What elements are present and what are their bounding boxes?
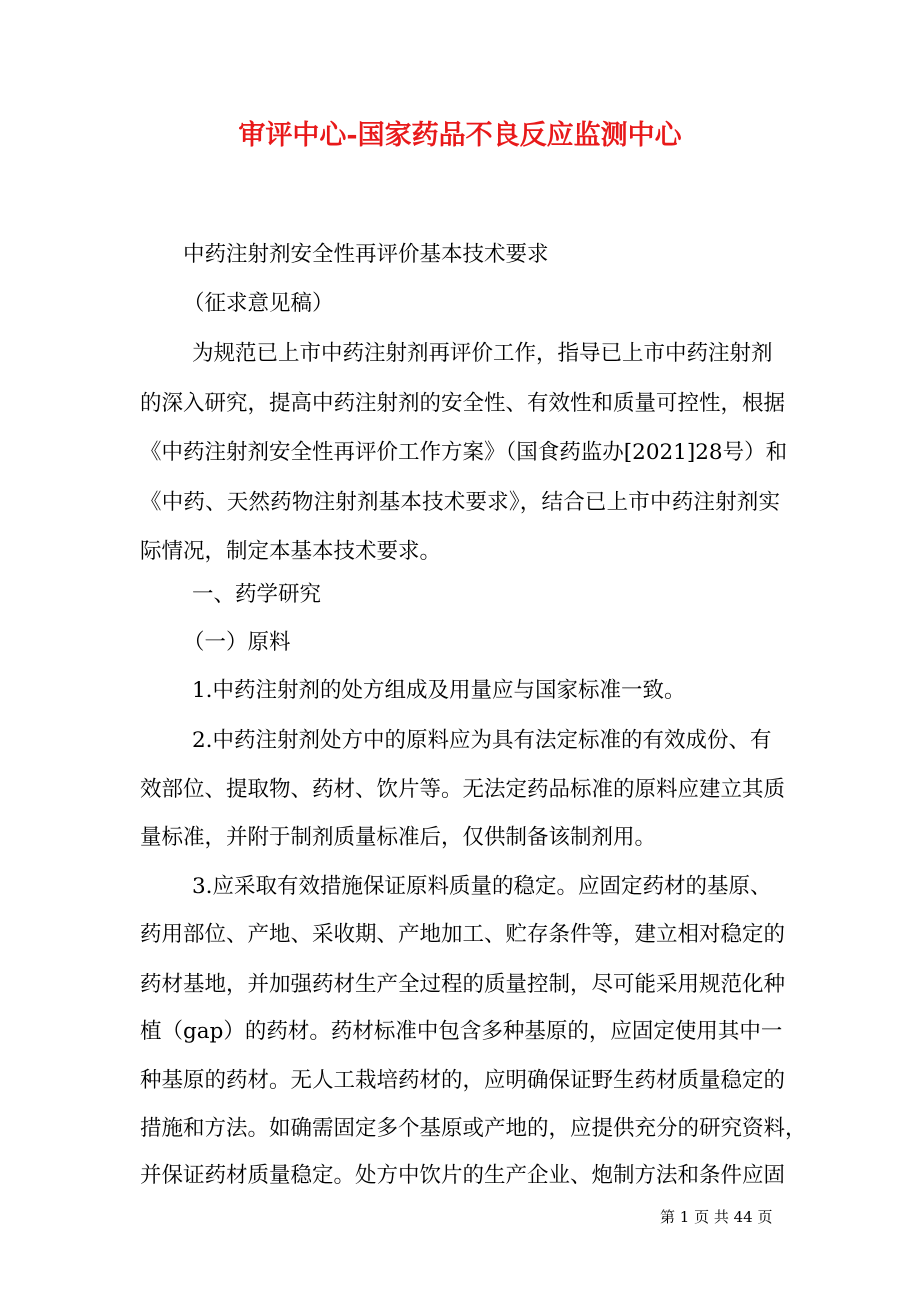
list-item-line: 量标准，并附于制剂质量标准后，仅供制备该制剂用。 <box>140 825 657 850</box>
list-item-line: 并保证药材质量稳定。处方中饮片的生产企业、炮制方法和条件应固 <box>140 1163 786 1188</box>
intro-line: 《中药、天然药物注射剂基本技术要求》，结合已上市中药注射剂实 <box>140 490 780 515</box>
section-heading: 一、药学研究 <box>192 582 322 607</box>
list-item-line: 种基原的药材。无人工栽培药材的，应明确保证野生药材质量稳定的 <box>140 1068 786 1093</box>
subsection-heading: （一）原料 <box>183 630 291 655</box>
list-item-line: 药材基地，并加强药材生产全过程的质量控制，尽可能采用规范化种 <box>140 972 786 997</box>
page-number: 第 1 页 共 44 页 <box>660 1208 773 1226</box>
draft-note: （征求意见稿） <box>183 291 334 316</box>
list-item-line: 措施和方法。如确需固定多个基原或产地的，应提供充分的研究资料， <box>140 1116 807 1141</box>
list-item-line: 植（gap）的药材。药材标准中包含多种基原的，应固定使用其中一 <box>140 1019 783 1044</box>
list-item-line: 药用部位、产地、采收期、产地加工、贮存条件等，建立相对稳定的 <box>140 922 786 947</box>
list-item: 2.中药注射剂处方中的原料应为具有法定标准的有效成份、有 <box>192 728 772 753</box>
document-title: 审评中心-国家药品不良反应监测中心 <box>238 120 682 151</box>
intro-line: 的深入研究，提高中药注射剂的安全性、有效性和质量可控性，根据 <box>140 391 786 416</box>
intro-line: 际情况，制定本基本技术要求。 <box>140 539 442 564</box>
intro-line: 《中药注射剂安全性再评价工作方案》（国食药监办[2021]28号）和 <box>140 440 788 465</box>
list-item: 3.应采取有效措施保证原料质量的稳定。应固定药材的基原、 <box>192 874 772 899</box>
list-item: 1.中药注射剂的处方组成及用量应与国家标准一致。 <box>192 678 686 703</box>
intro-line: 为规范已上市中药注射剂再评价工作，指导已上市中药注射剂 <box>192 341 773 366</box>
list-item-line: 效部位、提取物、药材、饮片等。无法定药品标准的原料应建立其质 <box>140 777 786 802</box>
document-subtitle: 中药注射剂安全性再评价基本技术要求 <box>183 242 549 267</box>
